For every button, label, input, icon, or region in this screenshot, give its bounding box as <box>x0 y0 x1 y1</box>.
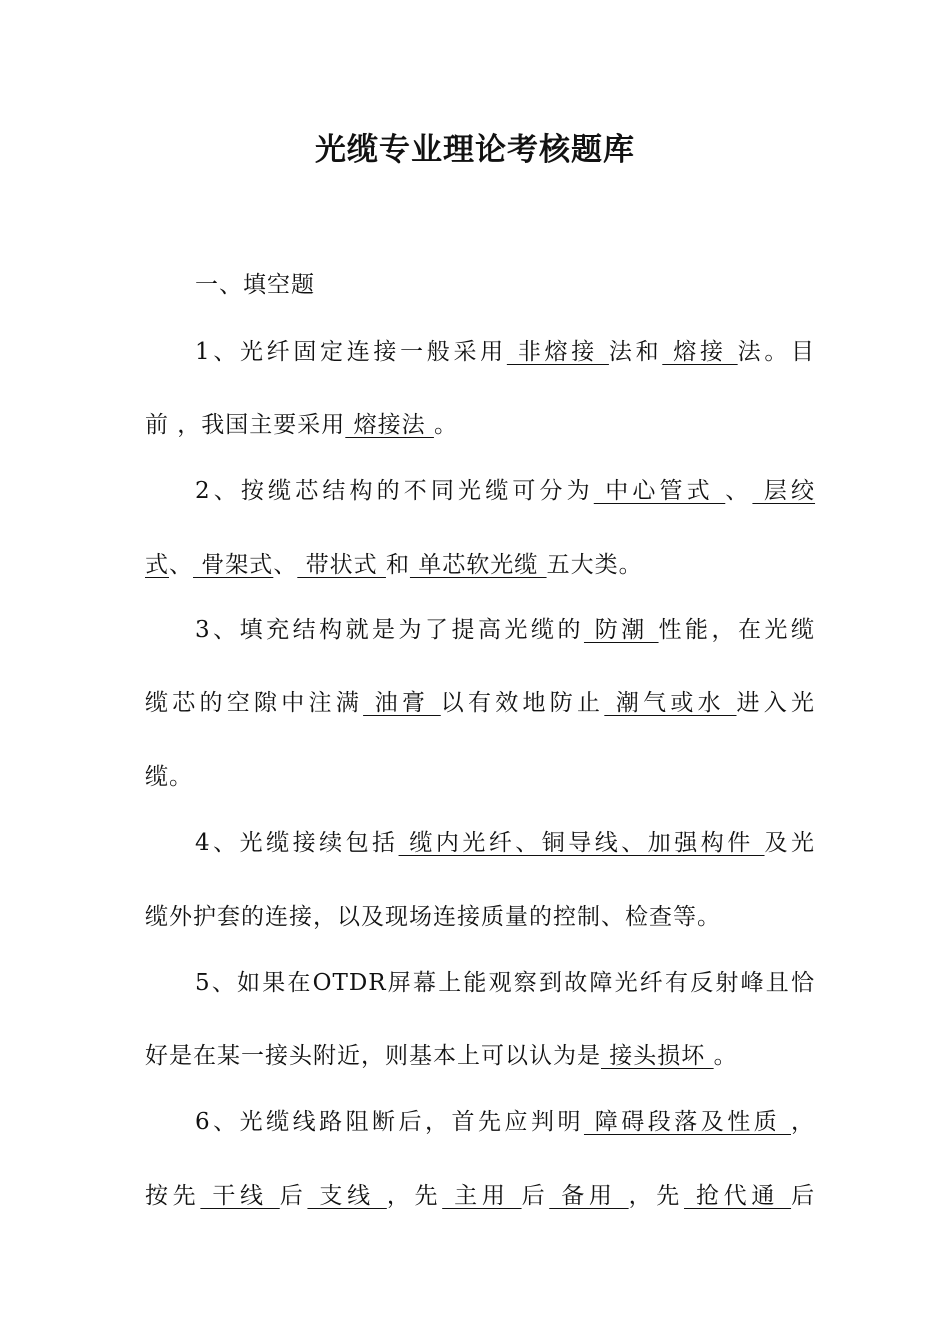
blank-answer: 缆内光纤、铜导线、加强构件 <box>398 830 765 856</box>
blank-answer: 抢代通 <box>684 1183 792 1209</box>
blank-answer: 油膏 <box>363 690 441 716</box>
blank-answer: 骨架式 <box>193 552 274 578</box>
blank-answer: 接头损坏 <box>601 1043 714 1069</box>
page-title: 光缆专业理论考核题库 <box>315 132 635 168</box>
blank-answer: 非熔接 <box>506 339 609 365</box>
question-1-line-2: 前 ，我国主要采用 熔接法 。 <box>145 412 458 438</box>
question-6-line-1: 6、光缆线路阻断后，首先应判明 障碍段落及性质 ， <box>195 1109 815 1135</box>
question-4-line-1: 4、光缆接续包括 缆内光纤、铜导线、加强构件 及光 <box>195 830 816 856</box>
blank-answer: 防潮 <box>583 617 659 643</box>
blank-answer: 熔接法 <box>345 412 434 438</box>
blank-answer: 熔接 <box>662 339 738 365</box>
question-2-line-1: 2、按缆芯结构的不同光缆可分为 中心管式 、 层绞 <box>195 478 816 504</box>
question-1-line-1: 1、光纤固定连接一般采用 非熔接 法和 熔接 法。目 <box>195 339 816 365</box>
blank-answer: 潮气或水 <box>604 690 737 716</box>
question-3-line-2: 缆芯的空隙中注满 油膏 以有效地防止 潮气或水 进入光 <box>145 690 816 716</box>
question-4-line-2: 缆外护套的连接，以及现场连接质量的控制、检查等。 <box>145 904 721 930</box>
blank-answer: 式 <box>145 552 169 578</box>
blank-answer: 主用 <box>442 1183 522 1209</box>
blank-answer: 干线 <box>200 1183 280 1209</box>
blank-answer: 中心管式 <box>593 478 726 504</box>
blank-answer: 障碍段落及性质 <box>583 1109 791 1135</box>
blank-answer: 备用 <box>549 1183 629 1209</box>
blank-answer: 支线 <box>307 1183 387 1209</box>
blank-answer: 带状式 <box>297 552 386 578</box>
question-6-line-2: 按先 干线 后 支线 ，先 主用 后 备用 ，先 抢代通 后 <box>145 1183 816 1209</box>
question-5-line-2: 好是在某一接头附近，则基本上可以认为是 接头损坏 。 <box>145 1043 738 1069</box>
blank-answer: 单芯软光缆 <box>409 552 547 578</box>
question-3-line-1: 3、填充结构就是为了提高光缆的 防潮 性能，在光缆 <box>195 617 815 643</box>
question-3-line-3: 缆。 <box>145 764 193 790</box>
question-5-line-1: 5、如果在OTDR屏幕上能观察到故障光纤有反射峰且恰 <box>195 970 815 996</box>
question-2-line-2: 式、 骨架式、 带状式 和 单芯软光缆 五大类。 <box>145 552 643 578</box>
blank-answer: 层绞 <box>752 478 816 504</box>
section-heading: 一、填空题 <box>195 272 315 298</box>
